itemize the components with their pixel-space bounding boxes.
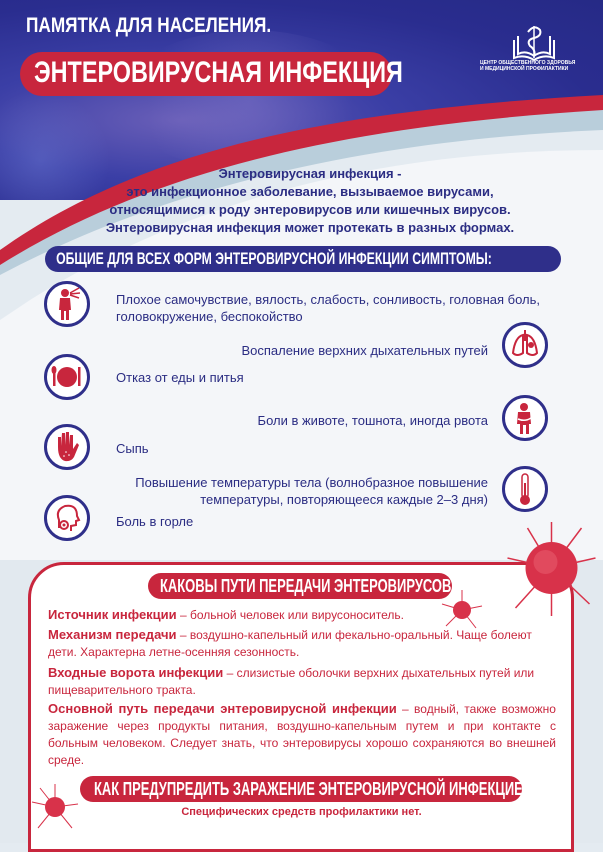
intro-line: относящимися к роду энтеровирусов или кишечных вирусов.	[109, 202, 511, 217]
transmission-text: – больной человек или вирусоноситель.	[176, 608, 404, 622]
transmission-text: – воздушно-капельный или фекально-оральный. Чаще болеют дети. Характерна летне-осенняя сезонность.	[48, 628, 532, 659]
prevention-heading-pill	[80, 776, 541, 802]
lungs-icon	[502, 322, 548, 368]
transmission-text: – водный, также возможно заражение через продукты питания, воздушно-капельным путем и при контакте с больным человеком. Следует знать, что энтеровирусы хорошо сохраняются во внешней среде.	[48, 702, 556, 767]
virus-icon	[500, 518, 603, 618]
title-line1: ПАМЯТКА ДЛЯ НАСЕЛЕНИЯ.	[26, 14, 272, 37]
transmission-item	[48, 626, 558, 661]
intro-text	[60, 165, 560, 237]
transmission-item	[48, 700, 556, 769]
intro-line: это инфекционное заболевание, вызываемое вирусами,	[126, 184, 494, 199]
medical-logo-icon	[500, 22, 600, 82]
symptom-text: Сыпь	[116, 441, 149, 456]
symptom-text: Боль в горле	[116, 514, 194, 529]
transmission-item	[48, 664, 558, 699]
symptom-text: Повышение температуры тела (волнобразное повышение температуры, повторяющееся каждые 2–3 дня)	[135, 475, 488, 507]
thermometer-icon	[502, 466, 548, 512]
intro-line: Энтеровирусная инфекция может протекать в разных формах.	[105, 220, 515, 235]
title-line2: ЭНТЕРОВИРУСНАЯ ИНФЕКЦИЯ	[34, 56, 403, 89]
prevention-heading: КАК ПРЕДУПРЕДИТЬ ЗАРАЖЕНИЕ ЭНТЕРОВИРУСНОЙ ИНФЕКЦИЕЙ?	[94, 779, 541, 799]
transmission-term: Механизм передачи	[48, 627, 177, 642]
title-badge	[20, 52, 403, 96]
hand-rash-icon	[44, 424, 90, 470]
transmission-heading-pill	[148, 573, 460, 599]
symptom-text: Отказ от еды и питья	[116, 370, 244, 385]
logo-text-line1: ЦЕНТР ОБЩЕСТВЕННОГО ЗДОРОВЬЯ	[480, 60, 576, 66]
transmission-term: Основной путь передачи энтеровирусной инфекции	[48, 701, 397, 716]
transmission-term: Источник инфекции	[48, 607, 177, 622]
logo-text-line2: И МЕДИЦИНСКОЙ ПРОФИЛАКТИКИ	[480, 66, 569, 72]
transmission-heading: КАКОВЫ ПУТИ ПЕРЕДАЧИ ЭНТЕРОВИРУСОВ?	[160, 576, 460, 596]
stomach-ache-icon	[502, 395, 548, 441]
symptom-text: Воспаление верхних дыхательных путей	[241, 343, 488, 358]
symptoms-heading: ОБЩИЕ ДЛЯ ВСЕХ ФОРМ ЭНТЕРОВИРУСНОЙ ИНФЕКЦИИ СИМПТОМЫ:	[56, 249, 492, 268]
prevention-text: Специфических средств профилактики нет.	[181, 806, 422, 818]
symptoms-heading-bar	[45, 246, 561, 272]
symptom-text: Боли в животе, тошнота, иногда рвота	[257, 413, 488, 428]
logo-text	[480, 60, 600, 72]
transmission-item	[48, 606, 558, 624]
symptom-text: Плохое самочувствие, вялость, слабость, сонливость, головная боль, головокружение, беспокойство	[116, 292, 540, 324]
transmission-term: Входные ворота инфекции	[48, 665, 224, 680]
sick-person-icon	[44, 281, 90, 327]
plate-icon	[44, 354, 90, 400]
sore-throat-icon	[44, 495, 90, 541]
transmission-text: – слизистые оболочки верхних дыхательных путей или пищеварительного тракта.	[48, 666, 535, 697]
intro-line: Энтеровирусная инфекция -	[218, 166, 402, 181]
